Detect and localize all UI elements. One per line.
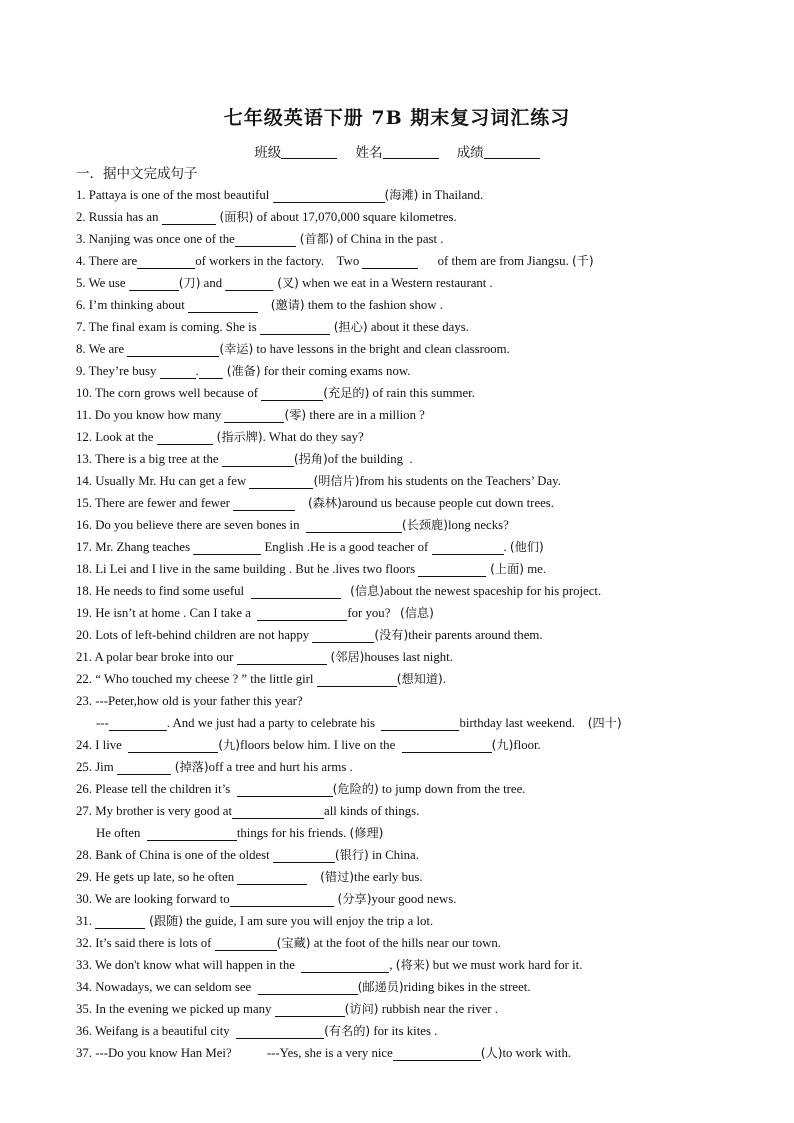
page-title: 七年级英语下册 7B 期末复习词汇练习 [223,107,571,129]
question-line [76,734,716,756]
chinese-hint: (叉) [273,276,299,290]
chinese-hint: (零) [284,408,307,422]
question-text: when we eat in a Western restaurant . [298,276,493,290]
chinese-hint: (明信片) [313,474,360,488]
question-line [76,712,716,734]
answer-blank[interactable] [432,539,504,555]
answer-blank[interactable] [222,451,294,467]
question-line [76,338,716,360]
chinese-hint: (四十) [587,716,622,730]
answer-blank[interactable] [249,473,313,489]
answer-blank[interactable] [261,385,323,401]
answer-blank[interactable] [230,891,334,907]
question-text: for you? [347,606,400,620]
chinese-hint: (海滩) [384,188,419,202]
answer-blank[interactable] [162,209,216,225]
question-text: 27. My brother is very good at [76,804,233,818]
score-blank[interactable] [484,145,540,159]
question-text: from his students on the Teachers’ Day. [359,474,561,488]
question-text: around us because people cut down trees. [341,496,554,510]
chinese-hint: (将来) [395,958,430,972]
chinese-hint: (分享) [333,892,372,906]
chinese-hint: (九) [218,738,240,752]
answer-blank[interactable] [199,363,223,379]
answer-blank[interactable] [128,737,218,753]
question-text: 7. The final exam is coming. She is [76,320,260,334]
chinese-hint: (宝藏) [276,936,311,950]
chinese-hint: (修理) [349,826,384,840]
question-text: 30. We are looking forward to [76,892,230,906]
answer-blank[interactable] [362,253,418,269]
chinese-hint: (刀) [178,276,201,290]
question-text: 5. We use [76,276,129,290]
question-line [76,272,716,294]
question-text: rubbish near the river . [378,1002,498,1016]
answer-blank[interactable] [193,539,261,555]
question-text: 15. There are fewer and fewer [76,496,234,510]
question-text: in Thailand. [418,188,484,202]
chinese-hint: (长颈鹿) [401,518,448,532]
question-text: their parents around them. [408,628,543,642]
question-text: 37. ---Do you know Han Mei? ---Yes, she is a very nice [76,1046,393,1060]
question-text: birthday last weekend. [459,716,588,730]
name-field [356,141,439,161]
question-text: them to the fashion show . [304,298,443,312]
question-text: 20. Lots of left-behind children are not happy [76,628,313,642]
question-text: 32. It’s said there is lots of [76,936,215,950]
question-text: . [195,364,199,378]
question-line [76,602,716,624]
question-text: 9. They’re busy [76,364,160,378]
question-text: 24. I live [76,738,129,752]
chinese-hint: (拐角) [293,452,328,466]
question-line [76,228,716,250]
answer-blank[interactable] [258,979,358,995]
question-text: for their coming exams now. [260,364,411,378]
answer-blank[interactable] [225,275,273,291]
question-line [76,866,716,888]
question-line [76,184,716,206]
question-line [76,580,716,602]
chinese-hint: (担心) [329,320,368,334]
question-text: 1. Pattaya is one of the most beautiful [76,188,273,202]
question-text: English .He is a good teacher of [261,540,432,554]
question-text: 22. “ Who touched my cheese ? ” the little girl [76,672,317,686]
answer-blank[interactable] [275,1001,345,1017]
chinese-hint: (跟随) [145,914,183,928]
question-text: 12. Look at the [76,430,157,444]
question-text: to jump down from the tree. [378,782,526,796]
chinese-hint: (人) [480,1046,503,1060]
answer-blank[interactable] [188,297,258,313]
question-line [76,888,716,910]
chinese-hint: (信息) [399,606,434,620]
question-line [76,998,716,1020]
question-text: the early bus. [354,870,423,884]
question-text: 35. In the evening we picked up many [76,1002,275,1016]
question-text: of rain this summer. [369,386,475,400]
chinese-hint: (没有) [374,628,409,642]
question-text: about it these days. [367,320,469,334]
question-text: 4. There are [76,254,138,268]
question-text: houses last night. [364,650,453,664]
question-line [76,250,716,272]
chinese-hint: (森林) [307,496,342,510]
question-text: 10. The corn grows well because of [76,386,262,400]
chinese-hint: (充足的) [323,386,370,400]
question-line [76,470,716,492]
question-text: 23. ---Peter,how old is your father this year? [76,694,303,708]
chinese-hint: (千) [571,254,594,268]
chinese-hint: (错过) [320,870,355,884]
question-line [76,448,716,470]
question-text [307,870,320,884]
question-line [76,382,716,404]
question-text: the guide, I am sure you will enjoy the trip a lot. [182,914,434,928]
question-text: of China in the past . [333,232,444,246]
question-text: 25. Jim [76,760,117,774]
student-info-row [0,141,794,161]
question-text: about the newest spaceship for his project. [384,584,602,598]
question-text: but we must work hard for it. [429,958,583,972]
question-line [76,514,716,536]
question-line [76,778,716,800]
question-text: and [200,276,226,290]
question-line [76,294,716,316]
chinese-hint: (上面) [486,562,525,576]
question-text: of about 17,070,000 square kilometres. [253,210,457,224]
answer-blank[interactable] [251,583,341,599]
question-line [76,426,716,448]
question-line [76,954,716,976]
class-blank[interactable] [281,145,337,159]
question-text: 13. There is a big tree at the [76,452,222,466]
question-text: long necks? [448,518,509,532]
question-text: for its kites . [370,1024,438,1038]
question-line [76,800,716,822]
answer-blank[interactable] [237,869,307,885]
answer-blank[interactable] [312,627,374,643]
chinese-hint: (危险的) [332,782,379,796]
answer-blank[interactable] [237,649,327,665]
section-heading: 一．据中文完成句子 [76,166,198,182]
answer-blank[interactable] [235,231,296,247]
question-text: He often [96,826,147,840]
answer-blank[interactable] [381,715,459,731]
question-line [76,1020,716,1042]
question-text: me. [524,562,547,576]
question-text: 8. We are [76,342,128,356]
question-text: in China. [368,848,419,862]
question-line [76,316,716,338]
question-text: off a tree and hurt his arms . [208,760,353,774]
question-text: 28. Bank of China is one of the oldest [76,848,273,862]
question-text: 36. Weifang is a beautiful city [76,1024,237,1038]
answer-blank[interactable] [418,561,486,577]
question-text [295,496,308,510]
question-text: 2. Russia has an [76,210,162,224]
question-text: to work with. [502,1046,572,1060]
question-text: 16. Do you believe there are seven bones in [76,518,306,532]
answer-blank[interactable] [137,253,195,269]
question-text: 26. Please tell the children it’s [76,782,237,796]
chinese-hint: (指示牌) [212,430,263,444]
question-text: 31. [76,914,96,928]
question-text: 6. I’m thinking about [76,298,188,312]
answer-blank[interactable] [393,1045,481,1061]
answer-blank[interactable] [160,363,196,379]
question-line [76,822,716,844]
question-text: . And we just had a party to celebrate his [166,716,382,730]
chinese-hint: (准备) [222,364,261,378]
question-text: your good news. [371,892,457,906]
question-text [258,298,271,312]
answer-blank[interactable] [109,715,167,731]
chinese-hint: (邮递员) [357,980,404,994]
chinese-hint: (信息) [350,584,385,598]
name-label: 姓名 [355,145,383,161]
question-line [76,558,716,580]
chinese-hint: (九) [491,738,514,752]
answer-blank[interactable] [236,1023,324,1039]
question-text: of workers in the factory. Two [195,254,363,268]
question-text: 17. Mr. Zhang teaches [76,540,194,554]
question-text: of the building . [327,452,413,466]
question-text: to have lessons in the bright and clean classroom. [253,342,510,356]
question-text: there are in a million ? [306,408,425,422]
question-line [76,360,716,382]
question-text: . [442,672,446,686]
question-line [76,1042,716,1064]
question-text: 21. A polar bear broke into our [76,650,237,664]
question-text: 33. We don't know what will happen in the [76,958,302,972]
question-line [76,624,716,646]
question-text: at the foot of the hills near our town. [310,936,502,950]
answer-blank[interactable] [402,737,492,753]
chinese-hint: (银行) [334,848,369,862]
answer-blank[interactable] [301,957,389,973]
chinese-hint: (面积) [215,210,254,224]
score-label: 成绩 [456,145,484,161]
answer-blank[interactable] [117,759,171,775]
question-text: 34. Nowadays, we can seldom see [76,980,258,994]
question-line [76,404,716,426]
question-text: 3. Nanjing was once one of the [76,232,235,246]
chinese-hint: (他们) [509,540,544,554]
answer-blank[interactable] [233,495,295,511]
chinese-hint: (访问) [344,1002,379,1016]
chinese-hint: (有名的) [324,1024,371,1038]
class-label: 班级 [254,145,282,161]
chinese-hint: (幸运) [219,342,254,356]
question-line [76,492,716,514]
question-text: 19. He isn’t at home . Can I take a [76,606,258,620]
answer-blank[interactable] [306,517,402,533]
question-text: all kinds of things. [324,804,420,818]
answer-blank[interactable] [257,605,347,621]
answer-blank[interactable] [237,781,333,797]
answer-blank[interactable] [317,671,397,687]
answer-blank[interactable] [129,275,179,291]
question-text: floors below him. I live on the [239,738,402,752]
question-line [76,206,716,228]
question-text: of them are from Jiangsu. [418,254,572,268]
question-text: 18. Li Lei and I live in the same building . But he .lives two floors [76,562,419,576]
answer-blank[interactable] [260,319,330,335]
name-blank[interactable] [383,145,439,159]
answer-blank[interactable] [157,429,213,445]
question-line [76,756,716,778]
question-text: . What do they say? [262,430,364,444]
chinese-hint: (邻居) [326,650,365,664]
question-line [76,646,716,668]
question-text: . [503,540,510,554]
question-line [76,910,716,932]
question-line [76,932,716,954]
answer-blank[interactable] [95,913,145,929]
question-text: --- [96,716,109,730]
answer-blank[interactable] [224,407,284,423]
question-text: riding bikes in the street. [403,980,531,994]
chinese-hint: (想知道) [396,672,443,686]
question-text: floor. [513,738,541,752]
answer-blank[interactable] [147,825,237,841]
question-line [76,976,716,998]
question-line [76,844,716,866]
question-line [76,690,716,712]
question-line [76,668,716,690]
chinese-hint: (掉落) [170,760,209,774]
question-text: , [389,958,396,972]
answer-blank[interactable] [273,187,385,203]
question-text: 11. Do you know how many [76,408,225,422]
question-text: 14. Usually Mr. Hu can get a few [76,474,250,488]
question-text: 18. He needs to find some useful [76,584,251,598]
question-line [76,536,716,558]
answer-blank[interactable] [215,935,277,951]
question-list [76,184,716,1064]
question-text [341,584,351,598]
answer-blank[interactable] [127,341,219,357]
chinese-hint: (邀请) [270,298,305,312]
class-field [254,141,337,161]
answer-blank[interactable] [232,803,324,819]
score-field [457,141,540,161]
question-text: things for his friends. [236,826,350,840]
chinese-hint: (首都) [295,232,334,246]
answer-blank[interactable] [273,847,335,863]
question-text: 29. He gets up late, so he often [76,870,238,884]
